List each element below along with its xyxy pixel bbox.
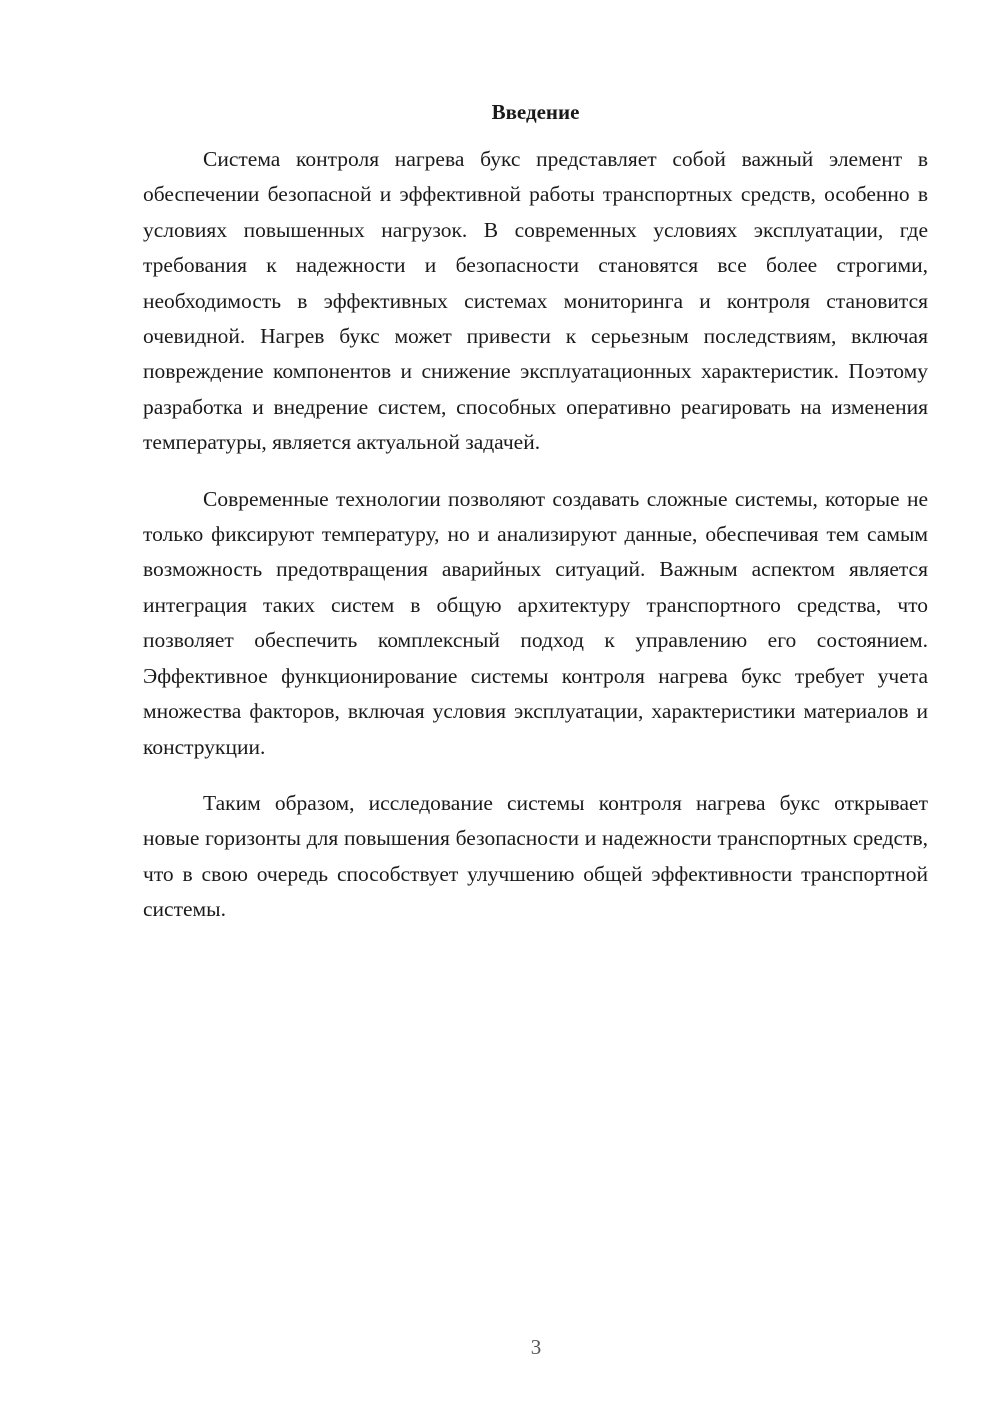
page-title: Введение [491,100,580,124]
body-text [143,142,928,949]
paragraph-1: Система контроля нагрева букс представляет собой важный элемент в обеспечении безопасной и эффективной работы транспортных средств, особенно в условиях повышенных нагрузок. В современных условиях эксплуатации, где требования к надежности и безопасности становятся все более строгими, необходимость в эффективных системах мониторинга и контроля становится очевидной. Нагрев букс может привести к серьезным последствиям, включая повреждение компонентов и снижение эксплуатационных характеристик. Поэтому разработка и внедрение систем, способных оперативно реагировать на изменения температуры, является актуальной задачей. [143,147,928,455]
paragraph-3: Таким образом, исследование системы контроля нагрева букс открывает новые горизонты для повышения безопасности и надежности транспортных средств, что в свою очередь способствует улучшению общей эффективности транспортной системы. [143,790,928,922]
paragraph-2: Современные технологии позволяют создавать сложные системы, которые не только фиксируют температуру, но и анализируют данные, обеспечивая тем самым возможность предотвращения аварийных ситуаций. Важным аспектом является интеграция таких систем в общую архитектуру транспортного средства, что позволяет обеспечить комплексный подход к управлению его состоянием. Эффективное функционирование системы контроля нагрева букс требует учета множества факторов, включая условия эксплуатации, характеристики материалов и конструкции. [143,486,928,759]
page-number: 3 [530,1335,542,1359]
